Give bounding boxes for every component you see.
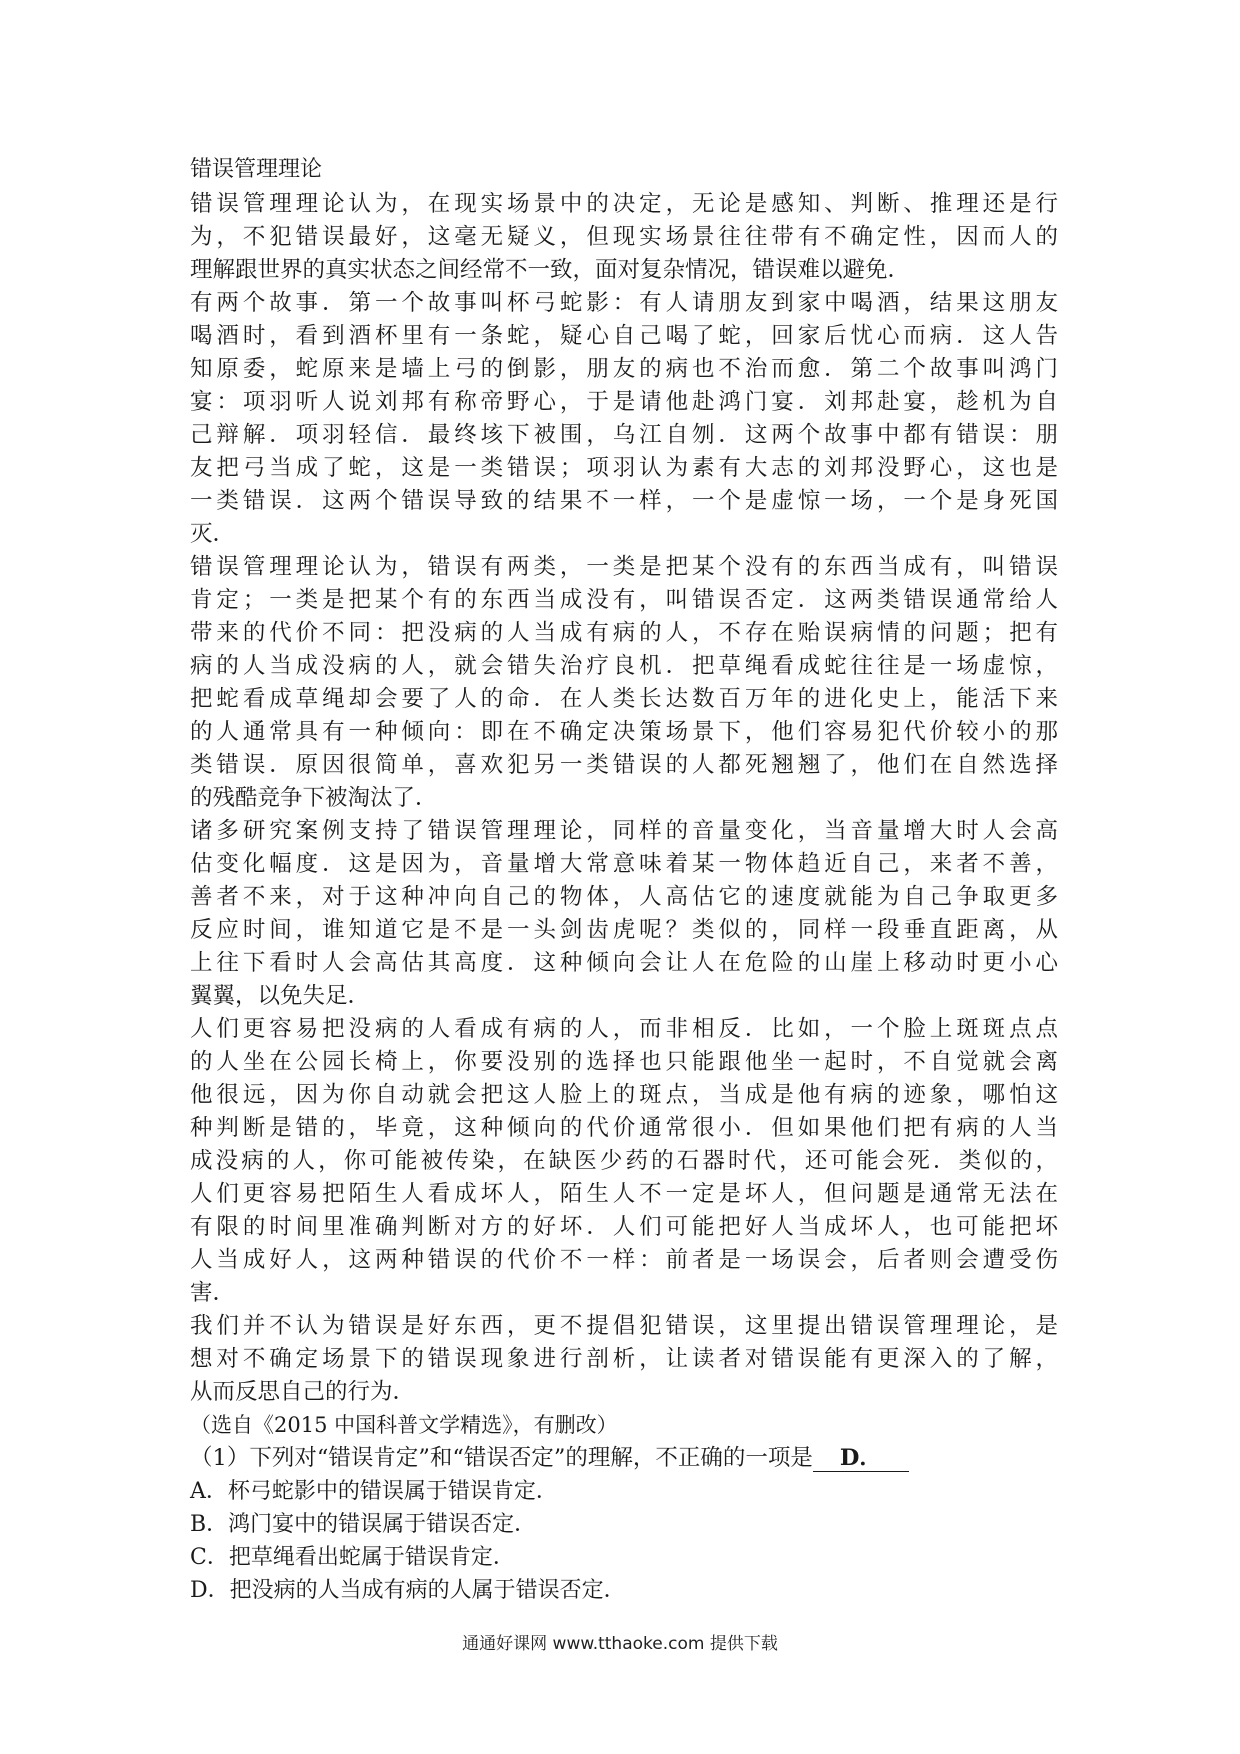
text-line: 人们更容易把陌生人看成坏人，陌生人不一定是坏人，但问题是通常无法在: [190, 1181, 1058, 1207]
text-line: 有两个故事．第一个故事叫杯弓蛇影：有人请朋友到家中喝酒，结果这朋友: [190, 290, 1058, 316]
text-line: 肯定；一类是把某个有的东西当成没有，叫错误否定．这两类错误通常给人: [190, 587, 1058, 613]
option-b: B．鸿门宴中的错误属于错误否定．: [190, 1512, 537, 1537]
text-line: 从而反思自己的行为．: [190, 1379, 416, 1405]
question-stem: [190, 1442, 1058, 1475]
article: [190, 152, 1058, 1607]
text-line: 上往下看时人会高估其高度．这种倾向会让人在危险的山崖上移动时更小心: [190, 950, 1058, 976]
text-line: 反应时间，谁知道它是不是一头剑齿虎呢？类似的，同样一段垂直距离，从: [190, 917, 1058, 943]
question-options: [190, 1475, 1058, 1607]
text-line: 想对不确定场景下的错误现象进行剖析，让读者对错误能有更深入的了解，: [190, 1346, 1058, 1372]
text-line: 人当成好人，这两种错误的代价不一样：前者是一场误会，后者则会遭受伤: [190, 1247, 1058, 1273]
text-line: 为，不犯错误最好，这毫无疑义，但现实场景往往带有不确定性，因而人的: [190, 224, 1058, 250]
text-line: 错误管理理论认为，在现实场景中的决定，无论是感知、判断、推理还是行: [190, 191, 1058, 217]
text-line: 种判断是错的，毕竟，这种倾向的代价通常很小．但如果他们把有病的人当: [190, 1115, 1058, 1141]
text-line: 类错误．原因很简单，喜欢犯另一类错误的人都死翘翘了，他们在自然选择: [190, 752, 1058, 778]
text-line: 他很远，因为你自动就会把这人脸上的斑点，当成是他有病的迹象，哪怕这: [190, 1082, 1058, 1108]
article-title: 错误管理理论: [190, 157, 323, 182]
text-line: 带来的代价不同：把没病的人当成有病的人，不存在贻误病情的问题；把有: [190, 620, 1058, 646]
text-line: 友把弓当成了蛇，这是一类错误；项羽认为素有大志的刘邦没野心，这也是: [190, 455, 1058, 481]
text-line: 估变化幅度．这是因为，音量增大常意味着某一物体趋近自己，来者不善，: [190, 851, 1058, 877]
option-d: D．把没病的人当成有病的人属于错误否定．: [190, 1578, 626, 1603]
text-line: 理解跟世界的真实状态之间经常不一致，面对复杂情况，错误难以避免．: [190, 257, 911, 283]
text-line: 人们更容易把没病的人看成有病的人，而非相反．比如，一个脸上斑斑点点: [190, 1016, 1058, 1042]
question-answer: D．: [813, 1445, 909, 1472]
text-line: 的人坐在公园长椅上，你要没别的选择也只能跟他坐一起时，不自觉就会离: [190, 1049, 1058, 1075]
question-stem-text: （1）下列对“错误肯定”和“错误否定”的理解，不正确的一项是: [190, 1445, 813, 1471]
text-line: 一类错误．这两个错误导致的结果不一样，一个是虚惊一场，一个是身死国: [190, 488, 1058, 514]
text-line: 的残酷竞争下被淘汰了．: [190, 785, 438, 811]
text-line: 翼翼，以免失足．: [190, 983, 371, 1009]
text-line: 诸多研究案例支持了错误管理理论，同样的音量变化，当音量增大时人会高: [190, 818, 1058, 844]
text-line: 我们并不认为错误是好东西，更不提倡犯错误，这里提出错误管理理论，是: [190, 1313, 1058, 1339]
text-line: 己辩解．项羽轻信．最终垓下被围，乌江自刎．这两个故事中都有错误：朋: [190, 422, 1058, 448]
article-body: [190, 188, 1058, 1409]
text-line: 错误管理理论认为，错误有两类，一类是把某个没有的东西当成有，叫错误: [190, 554, 1058, 580]
text-line: 害．: [190, 1280, 236, 1306]
text-line: 成没病的人，你可能被传染，在缺医少药的石器时代，还可能会死．类似的，: [190, 1148, 1058, 1174]
text-line: 有限的时间里准确判断对方的好坏．人们可能把好人当成坏人，也可能把坏: [190, 1214, 1058, 1240]
article-source: （选自《2015 中国科普文学精选》，有删改）: [190, 1413, 618, 1437]
text-line: 的人通常具有一种倾向：即在不确定决策场景下，他们容易犯代价较小的那: [190, 719, 1058, 745]
text-line: 喝酒时，看到酒杯里有一条蛇，疑心自己喝了蛇，回家后忧心而病．这人告: [190, 323, 1058, 349]
text-line: 知原委，蛇原来是墙上弓的倒影，朋友的病也不治而愈．第二个故事叫鸿门: [190, 356, 1058, 382]
option-a: A．杯弓蛇影中的错误属于错误肯定．: [190, 1479, 558, 1504]
text-line: 善者不来，对于这种冲向自己的物体，人高估它的速度就能为自己争取更多: [190, 884, 1058, 910]
text-line: 宴：项羽听人说刘邦有称帝野心，于是请他赴鸿门宴．刘邦赴宴，趁机为自: [190, 389, 1058, 415]
text-line: 灭．: [190, 521, 236, 547]
text-line: 病的人当成没病的人，就会错失治疗良机．把草绳看成蛇往往是一场虚惊，: [190, 653, 1058, 679]
option-c: C．把草绳看出蛇属于错误肯定．: [190, 1545, 515, 1570]
footer-watermark: 通通好课网 www.tthaoke.com 提供下载: [462, 1634, 778, 1654]
text-line: 把蛇看成草绳却会要了人的命．在人类长达数百万年的进化史上，能活下来: [190, 686, 1058, 712]
